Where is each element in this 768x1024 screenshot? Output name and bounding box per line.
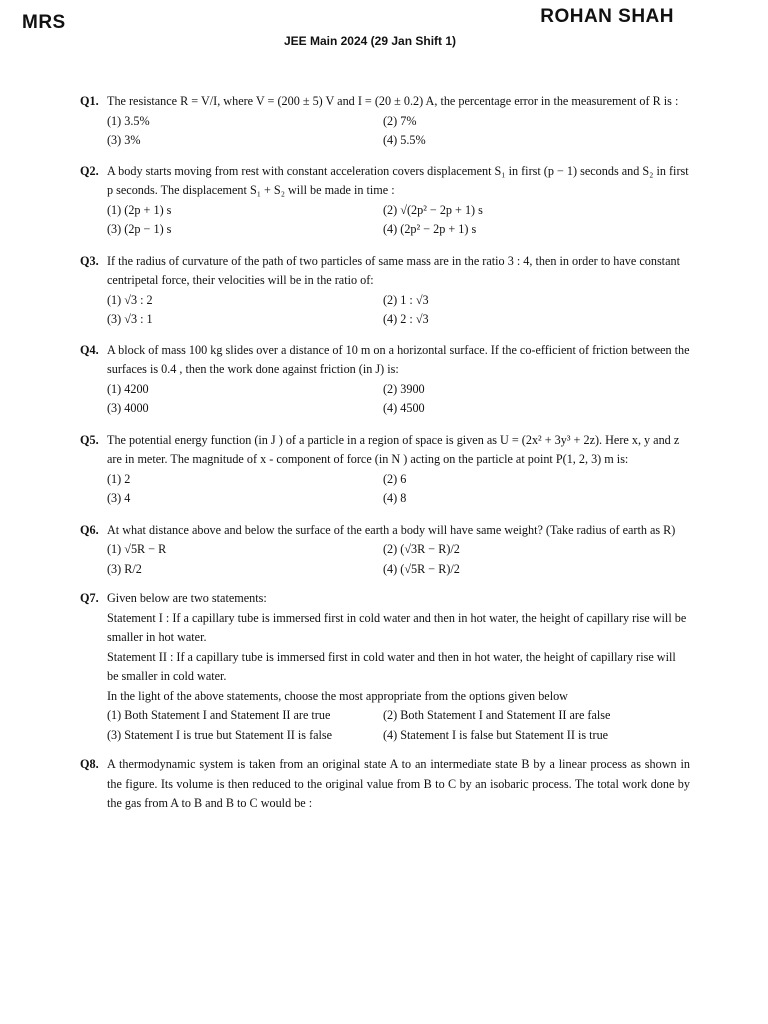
option-1[interactable]: (1) (2p + 1) s xyxy=(107,202,172,217)
question-3 xyxy=(80,252,690,330)
options xyxy=(107,380,690,419)
question-text: A body starts moving from rest with constant acceleration covers displacement S₁ in first (p − 1) seconds and S₂ in first p seconds. The displacement S₁ + S₂ will be made in time : xyxy=(107,163,689,197)
option-2[interactable]: (2) √(2p² − 2p + 1) s xyxy=(383,202,483,217)
question-text: Given below are two statements: xyxy=(107,591,267,605)
option-1[interactable]: (1) 2 xyxy=(107,471,131,486)
options xyxy=(107,470,690,509)
options xyxy=(107,201,690,240)
option-3[interactable]: (3) R/2 xyxy=(107,561,142,576)
option-1[interactable]: (1) √3 : 2 xyxy=(107,292,153,307)
option-2[interactable]: (2) 1 : √3 xyxy=(383,292,429,307)
question-number: Q1. xyxy=(80,94,99,108)
statement-1: Statement I : If a capillary tube is immersed first in cold water and then in hot water, the height of capillary rise will be smaller in hot water. xyxy=(107,610,687,644)
options xyxy=(107,540,690,579)
statement-2: Statement II : If a capillary tube is immersed first in cold water and then in hot water, the height of capillary rise will be smaller in cold water. xyxy=(107,649,676,683)
question-list xyxy=(80,92,690,814)
option-2[interactable]: (2) 6 xyxy=(383,471,407,486)
option-4[interactable]: (4) 5.5% xyxy=(383,133,426,147)
question-number: Q7. xyxy=(80,591,99,605)
question-number: Q8. xyxy=(80,757,99,771)
option-1[interactable]: (1) 4200 xyxy=(107,381,149,396)
question-text: The potential energy function (in J ) of a particle in a region of space is given as U = (2x² + 3y³ + 2z). Here x, y and z are in meter. The magnitude of x - component of force (in N ) acting on the particle at point P(1, 2, 3) m is: xyxy=(107,432,680,466)
option-3[interactable]: (3) Statement I is true but Statement II is false xyxy=(107,727,333,742)
question-8 xyxy=(80,755,690,814)
option-1[interactable]: (1) √5R − R xyxy=(107,542,167,556)
option-3[interactable]: (3) 3% xyxy=(107,133,141,147)
question-text: The resistance R = V/I, where V = (200 ± 5) V and I = (20 ± 0.2) A, the percentage error in the measurement of R is : xyxy=(107,94,679,108)
option-3[interactable]: (3) 4 xyxy=(107,491,131,505)
question-6 xyxy=(80,521,690,580)
question-number: Q2. xyxy=(80,163,99,178)
option-3[interactable]: (3) (2p − 1) s xyxy=(107,222,172,236)
option-4[interactable]: (4) 2 : √3 xyxy=(383,312,429,326)
question-text: If the radius of curvature of the path of two particles of same mass are in the ratio 3 : 4, then in order to have constant centripetal force, their velocities will be in the ratio of: xyxy=(107,253,680,287)
question-4 xyxy=(80,341,690,419)
brand-right: ROHAN SHAH xyxy=(540,6,674,27)
option-1[interactable]: (1) Both Statement I and Statement II are true xyxy=(107,708,331,722)
option-4[interactable]: (4) (√5R − R)/2 xyxy=(383,561,460,576)
question-text: A thermodynamic system is taken from an original state A to an intermediate state B by a linear process as shown in the figure. Its volume is then reduced to the original value from B to C by an isobaric process. The total work done by the gas from A to B and B to C would be : xyxy=(107,757,690,810)
option-4[interactable]: (4) (2p² − 2p + 1) s xyxy=(383,222,477,236)
option-4[interactable]: (4) 8 xyxy=(383,491,407,505)
question-2 xyxy=(80,162,690,240)
question-text: At what distance above and below the surface of the earth a body will have same weight? (Take radius of earth as R) xyxy=(107,522,676,537)
options xyxy=(107,706,690,745)
options xyxy=(107,291,690,330)
exam-title: JEE Main 2024 (29 Jan Shift 1) xyxy=(283,34,457,48)
question-number: Q5. xyxy=(80,432,99,447)
question-number: Q4. xyxy=(80,342,99,357)
option-4[interactable]: (4) Statement I is false but Statement II is true xyxy=(383,727,609,742)
question-1 xyxy=(80,92,690,151)
question-7 xyxy=(80,589,690,745)
option-3[interactable]: (3) √3 : 1 xyxy=(107,312,153,326)
instruction-text: In the light of the above statements, choose the most appropriate from the options given below xyxy=(107,688,568,703)
question-number: Q6. xyxy=(80,522,99,537)
question-text: A block of mass 100 kg slides over a distance of 10 m on a horizontal surface. If the co-efficient of friction between the surfaces is 0.4 , then the work done against friction (in J) is: xyxy=(107,342,690,376)
option-1[interactable]: (1) 3.5% xyxy=(107,113,150,128)
brand-left: MRS xyxy=(22,12,66,33)
options xyxy=(107,112,690,151)
option-2[interactable]: (2) 3900 xyxy=(383,381,425,396)
question-5 xyxy=(80,431,690,509)
option-2[interactable]: (2) Both Statement I and Statement II are false xyxy=(383,708,611,722)
option-3[interactable]: (3) 4000 xyxy=(107,401,149,415)
option-2[interactable]: (2) 7% xyxy=(383,113,417,128)
option-4[interactable]: (4) 4500 xyxy=(383,401,425,415)
option-2[interactable]: (2) (√3R − R)/2 xyxy=(383,542,460,556)
question-number: Q3. xyxy=(80,253,99,268)
